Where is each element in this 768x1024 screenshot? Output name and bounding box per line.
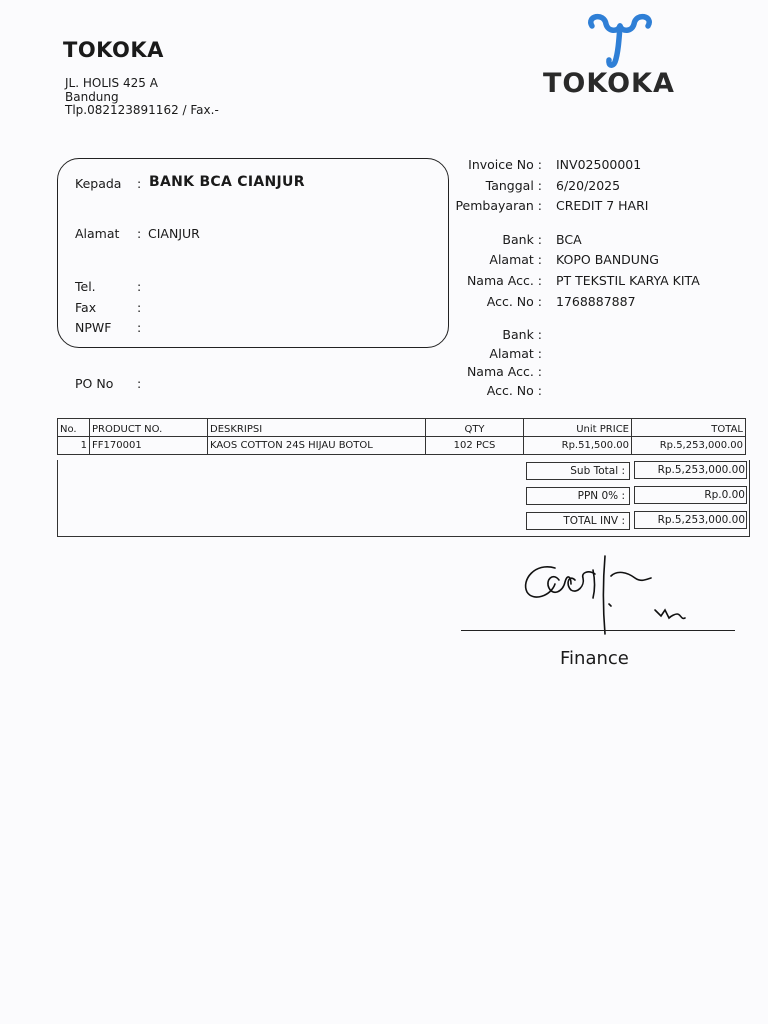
tanggal-label: Tanggal : <box>485 178 542 193</box>
alamat-label: Alamat <box>75 226 120 241</box>
tel-colon: : <box>137 279 142 294</box>
po-no-colon: : <box>137 376 142 391</box>
alamat-value: CIANJUR <box>148 226 200 241</box>
alamat-colon: : <box>137 226 142 241</box>
header-qty: QTY <box>426 419 524 437</box>
bank2-label: Bank : <box>502 327 542 342</box>
row-no: 1 <box>58 437 90 455</box>
alamat1-value: KOPO BANDUNG <box>556 252 659 267</box>
signer-title: Finance <box>560 648 629 669</box>
po-no-label: PO No <box>75 376 114 391</box>
nama-acc2-label: Nama Acc. : <box>466 364 542 379</box>
items-table <box>57 418 746 455</box>
bank1-value: BCA <box>556 232 582 247</box>
header-product-no: PRODUCT NO. <box>90 419 208 437</box>
logo-text: TOKOKA <box>543 68 675 99</box>
kepada-colon: : <box>137 176 142 191</box>
ppn-label: PPN 0% : <box>526 487 630 505</box>
fax-colon: : <box>137 300 142 315</box>
company-phone-fax: Tlp.082123891162 / Fax.- <box>65 103 219 117</box>
header-no: No. <box>58 419 90 437</box>
npwp-label: NPWF <box>75 320 112 335</box>
acc-no1-value: 1768887887 <box>556 294 636 309</box>
tanggal-value: 6/20/2025 <box>556 178 621 193</box>
company-name: TOKOKA <box>63 38 164 62</box>
nama-acc1-value: PT TEKSTIL KARYA KITA <box>556 273 700 288</box>
tel-label: Tel. <box>75 279 96 294</box>
ppn-value: Rp.0.00 <box>634 486 747 504</box>
invoice-no-label: Invoice No : <box>468 157 542 172</box>
kepada-value: BANK BCA CIANJUR <box>149 174 305 190</box>
acc-no1-label: Acc. No : <box>486 294 542 309</box>
table-header-row <box>58 419 746 437</box>
signature-line <box>461 630 735 631</box>
subtotal-label: Sub Total : <box>526 462 630 480</box>
acc-no2-label: Acc. No : <box>486 383 542 398</box>
company-address-line2: Bandung <box>65 90 119 104</box>
header-total: TOTAL <box>632 419 746 437</box>
fax-label: Fax <box>75 300 97 315</box>
row-total: Rp.5,253,000.00 <box>632 437 746 455</box>
invoice-no-value: INV02500001 <box>556 157 642 172</box>
alamat2-label: Alamat : <box>489 346 542 361</box>
npwp-colon: : <box>137 320 142 335</box>
subtotal-value: Rp.5,253,000.00 <box>634 461 747 479</box>
pembayaran-label: Pembayaran : <box>455 198 542 213</box>
company-address-line1: JL. HOLIS 425 A <box>65 76 158 90</box>
row-product-no: FF170001 <box>90 437 208 455</box>
row-qty: 102 PCS <box>426 437 524 455</box>
kepada-label: Kepada <box>75 176 122 191</box>
nama-acc1-label: Nama Acc. : <box>466 273 542 288</box>
bank1-label: Bank : <box>502 232 542 247</box>
table-row <box>58 437 746 455</box>
row-deskripsi: KAOS COTTON 24S HIJAU BOTOL <box>208 437 426 455</box>
total-inv-value: Rp.5,253,000.00 <box>634 511 747 529</box>
row-unit-price: Rp.51,500.00 <box>524 437 632 455</box>
alamat1-label: Alamat : <box>489 252 542 267</box>
header-unit-price: Unit PRICE <box>524 419 632 437</box>
pembayaran-value: CREDIT 7 HARI <box>556 198 649 213</box>
header-deskripsi: DESKRIPSI <box>208 419 426 437</box>
total-inv-label: TOTAL INV : <box>526 512 630 530</box>
